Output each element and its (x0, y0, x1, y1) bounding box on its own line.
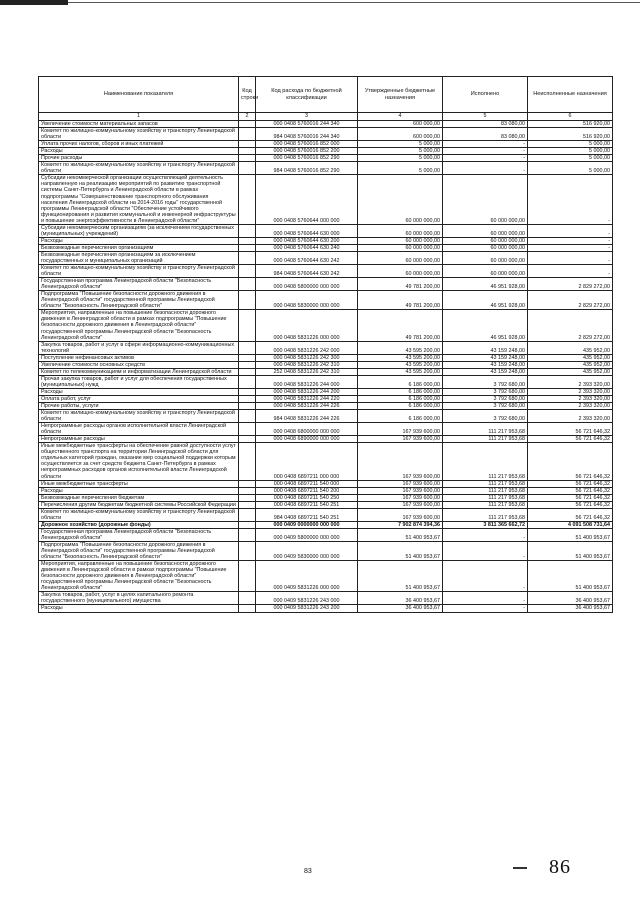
row-kod (239, 501, 256, 508)
table-row (39, 224, 613, 237)
row-code: 000 0409 5800000 000 000 (256, 528, 358, 541)
row-kod (239, 443, 256, 480)
row-code: 000 0408 5831226 000 000 (256, 310, 358, 341)
table-row (39, 244, 613, 251)
row-code: 000 0409 5831226 000 000 (256, 561, 358, 592)
row-unexecuted: 2 393 320,00 (528, 388, 613, 395)
row-name: Расходы (39, 487, 239, 494)
row-name: Закупка товаров, работ и услуг в сфере информационно-коммуникационных технологий (39, 341, 239, 354)
row-executed: 46 951 928,00 (443, 278, 528, 291)
row-unexecuted: - (528, 251, 613, 264)
row-code: 000 0408 6800000 000 000 (256, 423, 358, 436)
row-unexecuted: 56 721 646,32 (528, 423, 613, 436)
row-unexecuted: 51 400 953,67 (528, 528, 613, 541)
row-kod (239, 128, 256, 141)
row-approved: 51 400 953,67 (358, 542, 443, 561)
header-executed: Исполнено (443, 77, 528, 113)
row-unexecuted: 2 393 320,00 (528, 403, 613, 410)
footer-dash (513, 867, 527, 869)
row-name: Оплата работ, услуг (39, 395, 239, 402)
row-kod (239, 310, 256, 341)
row-approved: 60 000 000,00 (358, 175, 443, 224)
row-name: Подпрограмма "Повышение безопасности дорожного движения в Ленинградской области" государственной программы Ленинградской области "Безопасность Ленинградской области" (39, 291, 239, 310)
row-executed: 3 792 680,00 (443, 410, 528, 423)
row-approved: 167 939 600,00 (358, 487, 443, 494)
row-name: Закупка товаров, работ, услуг в целях капитального ремонта государственного (муниципального) имущества (39, 592, 239, 605)
row-unexecuted: 2 393 320,00 (528, 410, 613, 423)
scan-edge-line (68, 2, 640, 3)
row-name: Комитет по жилищно-коммунальному хозяйству и транспорту Ленинградской области (39, 508, 239, 521)
row-code: 000 0408 5760644 630 000 (256, 224, 358, 237)
row-code: 000 0408 5760016 244 340 (256, 121, 358, 128)
row-approved: 167 939 600,00 (358, 480, 443, 487)
row-name: Увеличение стоимости основных средств (39, 361, 239, 368)
row-approved: 43 595 200,00 (358, 361, 443, 368)
scan-edge-bar (0, 0, 640, 6)
table-row (39, 141, 613, 148)
row-kod (239, 155, 256, 162)
row-executed: 111 217 953,68 (443, 436, 528, 443)
row-code: 984 0408 6897211 540 251 (256, 508, 358, 521)
row-kod (239, 354, 256, 361)
row-executed: 46 951 928,00 (443, 291, 528, 310)
row-name: Прочие расходы (39, 155, 239, 162)
row-kod (239, 175, 256, 224)
row-executed: 3 792 680,00 (443, 403, 528, 410)
table-row (39, 494, 613, 501)
row-approved: 49 781 200,00 (358, 278, 443, 291)
row-kod (239, 141, 256, 148)
row-unexecuted: 2 829 272,00 (528, 310, 613, 341)
row-code: 000 0408 5831226 244 000 (256, 375, 358, 388)
colnum-6: 6 (528, 113, 613, 121)
row-code: 000 0408 5760016 852 000 (256, 141, 358, 148)
row-code: 000 0409 5831226 243 000 (256, 592, 358, 605)
table-row (39, 542, 613, 561)
row-code: 000 0409 5831226 243 200 (256, 605, 358, 612)
row-kod (239, 410, 256, 423)
row-code: 252 0408 5831226 242 310 (256, 368, 358, 375)
row-approved: 6 186 000,00 (358, 410, 443, 423)
row-approved: 60 000 000,00 (358, 244, 443, 251)
table-row (39, 361, 613, 368)
row-unexecuted: 516 920,00 (528, 128, 613, 141)
row-name: Непрограммные расходы (39, 436, 239, 443)
row-kod (239, 508, 256, 521)
row-executed: 60 000 000,00 (443, 251, 528, 264)
row-executed: 60 000 000,00 (443, 237, 528, 244)
row-code: 984 0408 5760644 630 242 (256, 265, 358, 278)
row-unexecuted: - (528, 244, 613, 251)
row-approved: 43 595 200,00 (358, 368, 443, 375)
budget-execution-table (38, 76, 613, 613)
table-row (39, 443, 613, 480)
table-row (39, 375, 613, 388)
row-code: 000 0408 6897211 000 000 (256, 443, 358, 480)
row-executed: 3 792 680,00 (443, 388, 528, 395)
row-unexecuted: 435 952,00 (528, 368, 613, 375)
row-code: 000 0408 6897211 540 200 (256, 487, 358, 494)
row-approved: 43 595 200,00 (358, 354, 443, 361)
table-row (39, 388, 613, 395)
header-name: Наименование показателя (39, 77, 239, 113)
row-unexecuted: 5 000,00 (528, 148, 613, 155)
header-kod: Код строки (239, 77, 256, 113)
row-approved: 49 781 200,00 (358, 291, 443, 310)
row-name: Комитет по жилищно-коммунальному хозяйству и транспорту Ленинградской области (39, 265, 239, 278)
row-executed: 111 217 953,68 (443, 501, 528, 508)
row-approved: 6 186 000,00 (358, 395, 443, 402)
table-row (39, 605, 613, 612)
table-row (39, 528, 613, 541)
row-code: 000 0409 5830000 000 000 (256, 542, 358, 561)
row-unexecuted: 516 920,00 (528, 121, 613, 128)
row-name: Расходы (39, 237, 239, 244)
row-approved: 43 595 200,00 (358, 341, 443, 354)
row-executed: 46 951 928,00 (443, 310, 528, 341)
row-kod (239, 121, 256, 128)
colnum-3: 3 (256, 113, 358, 121)
row-approved: 5 000,00 (358, 162, 443, 175)
row-unexecuted: 5 000,00 (528, 155, 613, 162)
row-code: 000 0408 5760644 630 240 (256, 244, 358, 251)
row-executed: 111 217 953,68 (443, 423, 528, 436)
row-code: 000 0408 5831226 242 000 (256, 341, 358, 354)
row-unexecuted: 5 000,00 (528, 162, 613, 175)
row-approved: 60 000 000,00 (358, 237, 443, 244)
row-kod (239, 528, 256, 541)
row-name: Государственная программа Ленинградской области "Безопасность Ленинградской области" (39, 278, 239, 291)
row-approved: 167 939 600,00 (358, 501, 443, 508)
table-row (39, 265, 613, 278)
row-unexecuted: 56 721 646,32 (528, 487, 613, 494)
row-kod (239, 278, 256, 291)
table-row (39, 278, 613, 291)
row-unexecuted: 2 393 320,00 (528, 375, 613, 388)
row-kod (239, 265, 256, 278)
table-row (39, 480, 613, 487)
row-unexecuted: 51 400 953,67 (528, 561, 613, 592)
row-code: 000 0408 5800000 000 000 (256, 278, 358, 291)
row-code: 000 0408 5760644 630 200 (256, 237, 358, 244)
row-code: 984 0408 5831226 244 226 (256, 410, 358, 423)
row-kod (239, 388, 256, 395)
row-name: Непрограммные расходы органов исполнительной власти Ленинградской области (39, 423, 239, 436)
row-code: 000 0408 5831226 244 200 (256, 388, 358, 395)
row-executed: - (443, 592, 528, 605)
row-executed: 43 159 248,00 (443, 354, 528, 361)
row-unexecuted: - (528, 175, 613, 224)
row-executed: 60 000 000,00 (443, 265, 528, 278)
table-row (39, 155, 613, 162)
row-unexecuted: 435 952,00 (528, 341, 613, 354)
row-executed: 111 217 953,68 (443, 508, 528, 521)
row-name: Иные межбюджетные трансферты (39, 480, 239, 487)
table-row (39, 237, 613, 244)
row-kod (239, 521, 256, 528)
row-kod (239, 237, 256, 244)
row-name: Подпрограмма "Повышение безопасности дорожного движения в Ленинградской области" государственной программы Ленинградской области "Безопасность Ленинградской области" (39, 542, 239, 561)
row-kod (239, 291, 256, 310)
row-name: Комитет по жилищно-коммунальному хозяйству и транспорту Ленинградской области (39, 410, 239, 423)
row-executed: - (443, 141, 528, 148)
row-name: Иные межбюджетные трансферты на обеспечение равной доступности услуг общественного транспорта на территории Ленинградской области для отдельных категорий граждан, оказание мер социальной поддержки которым осуществляется за счет средств бюджета Санкт-Петербурга в рамках непрограммных расходов органов исполнительной власти Ленинградской области (39, 443, 239, 480)
row-unexecuted: 4 091 508 731,64 (528, 521, 613, 528)
colnum-1: 1 (39, 113, 239, 121)
row-approved: 167 939 600,00 (358, 443, 443, 480)
table-row (39, 436, 613, 443)
table-row (39, 175, 613, 224)
row-kod (239, 224, 256, 237)
row-approved: 7 902 874 394,36 (358, 521, 443, 528)
row-name: Комитет по телекоммуникациям и информатизации Ленинградской области (39, 368, 239, 375)
row-executed: 60 000 000,00 (443, 175, 528, 224)
row-executed: 83 080,00 (443, 121, 528, 128)
row-approved: 60 000 000,00 (358, 265, 443, 278)
row-executed: - (443, 528, 528, 541)
table-row (39, 368, 613, 375)
table-row (39, 521, 613, 528)
row-code: 000 0408 5831226 244 220 (256, 395, 358, 402)
row-approved: 36 400 953,67 (358, 592, 443, 605)
row-executed: 43 159 248,00 (443, 341, 528, 354)
row-unexecuted: 2 829 272,00 (528, 291, 613, 310)
row-executed: - (443, 561, 528, 592)
row-kod (239, 561, 256, 592)
row-approved: 167 939 600,00 (358, 436, 443, 443)
row-kod (239, 542, 256, 561)
row-kod (239, 361, 256, 368)
row-code: 000 0408 6890000 000 000 (256, 436, 358, 443)
row-code: 000 0408 5831226 242 310 (256, 361, 358, 368)
row-executed: 111 217 953,68 (443, 494, 528, 501)
row-approved: 167 939 600,00 (358, 423, 443, 436)
row-name: Увеличение стоимости материальных запасов (39, 121, 239, 128)
row-kod (239, 368, 256, 375)
row-unexecuted: 51 400 953,67 (528, 542, 613, 561)
page-stamp: 86 (549, 856, 571, 878)
row-kod (239, 375, 256, 388)
table-row (39, 341, 613, 354)
row-name: Мероприятия, направленные на повышение безопасности дорожного движения в Ленинградской области в рамках подпрограммы "Повышение безопасности дорожного движения в Ленинградской области" государственной программы Ленинградской области "Безопасность Ленинградской области" (39, 561, 239, 592)
row-approved: 36 400 953,67 (358, 605, 443, 612)
row-code: 000 0409 0000000 000 000 (256, 521, 358, 528)
row-kod (239, 494, 256, 501)
table-row (39, 148, 613, 155)
row-approved: 6 186 000,00 (358, 388, 443, 395)
row-approved: 5 000,00 (358, 141, 443, 148)
table-row (39, 403, 613, 410)
row-code: 000 0408 5760644 630 242 (256, 251, 358, 264)
row-approved: 600 000,00 (358, 121, 443, 128)
row-unexecuted: 56 721 646,32 (528, 494, 613, 501)
row-kod (239, 148, 256, 155)
row-executed: - (443, 148, 528, 155)
row-executed: 3 792 680,00 (443, 375, 528, 388)
page-number: 83 (304, 868, 312, 875)
row-approved: 51 400 953,67 (358, 528, 443, 541)
row-approved: 5 000,00 (358, 155, 443, 162)
row-kod (239, 480, 256, 487)
row-unexecuted: 36 400 953,67 (528, 605, 613, 612)
row-unexecuted: 435 952,00 (528, 354, 613, 361)
row-approved: 600 000,00 (358, 128, 443, 141)
row-executed: 60 000 000,00 (443, 244, 528, 251)
table-row (39, 128, 613, 141)
row-kod (239, 395, 256, 402)
row-code: 000 0408 6897211 540 251 (256, 501, 358, 508)
row-code: 000 0408 5831226 242 300 (256, 354, 358, 361)
row-name: Расходы (39, 605, 239, 612)
row-name: Перечисления другим бюджетам бюджетной системы Российской Федерации (39, 501, 239, 508)
row-unexecuted: 36 400 953,67 (528, 592, 613, 605)
row-approved: 60 000 000,00 (358, 224, 443, 237)
row-executed: 111 217 953,68 (443, 480, 528, 487)
row-name: Расходы (39, 388, 239, 395)
table-row (39, 410, 613, 423)
row-unexecuted: - (528, 237, 613, 244)
row-unexecuted: - (528, 224, 613, 237)
row-kod (239, 244, 256, 251)
header-approved: Утвержденные бюджетные назначения (358, 77, 443, 113)
row-code: 000 0408 5760016 852 290 (256, 155, 358, 162)
row-kod (239, 403, 256, 410)
row-code: 000 0408 5760016 852 200 (256, 148, 358, 155)
table-row (39, 291, 613, 310)
row-executed: 111 217 953,68 (443, 487, 528, 494)
header-unexecuted: Неисполненные назначения (528, 77, 613, 113)
row-kod (239, 605, 256, 612)
table-body (39, 121, 613, 613)
row-name: Прочие работы, услуги (39, 403, 239, 410)
row-unexecuted: 56 721 646,32 (528, 501, 613, 508)
row-executed: - (443, 155, 528, 162)
row-approved: 60 000 000,00 (358, 251, 443, 264)
colnum-4: 4 (358, 113, 443, 121)
row-executed: 3 811 365 662,72 (443, 521, 528, 528)
table-row (39, 501, 613, 508)
scan-edge-thick (0, 0, 68, 5)
table-row (39, 592, 613, 605)
header-code: Код расхода по бюджетной классификации (256, 77, 358, 113)
row-name: Государственная программа Ленинградской области "Безопасность Ленинградской области" (39, 528, 239, 541)
row-unexecuted: 56 721 646,32 (528, 508, 613, 521)
row-code: 000 0408 5760644 000 000 (256, 175, 358, 224)
row-code: 000 0408 5830000 000 000 (256, 291, 358, 310)
row-executed: 3 792 680,00 (443, 395, 528, 402)
row-executed: - (443, 542, 528, 561)
row-code: 000 0408 6897211 540 250 (256, 494, 358, 501)
table-row (39, 487, 613, 494)
row-kod (239, 436, 256, 443)
row-approved: 51 400 953,67 (358, 561, 443, 592)
row-executed: - (443, 162, 528, 175)
row-unexecuted: 56 721 646,32 (528, 436, 613, 443)
row-kod (239, 162, 256, 175)
row-unexecuted: 435 952,00 (528, 361, 613, 368)
row-executed: 43 159 248,00 (443, 368, 528, 375)
row-code: 984 0408 5760016 244 340 (256, 128, 358, 141)
row-name: Субсидии некоммерческим организациям (за исключением государственных (муниципальных) учреждений) (39, 224, 239, 237)
table-row (39, 423, 613, 436)
row-approved: 167 939 600,00 (358, 508, 443, 521)
table-row (39, 310, 613, 341)
row-name: Комитет по жилищно-коммунальному хозяйству и транспорту Ленинградской области (39, 162, 239, 175)
row-unexecuted: - (528, 265, 613, 278)
row-name: Прочая закупка товаров, работ и услуг для обеспечения государственных (муниципальных) нужд (39, 375, 239, 388)
table-row (39, 395, 613, 402)
row-unexecuted: 56 721 646,32 (528, 443, 613, 480)
row-name: Комитет по жилищно-коммунальному хозяйству и транспорту Ленинградской области (39, 128, 239, 141)
row-name: Расходы (39, 148, 239, 155)
row-name: Субсидии некоммерческой организации осуществляющей деятельность направленную на реализацию мероприятий по развитию транспортной системы Санкт-Петербурга и Ленинградской области в рамках подпрограммы "Совершенствование транспортного обслуживания населения Ленинградской области на 2014-2016 годы" государственной программы Ленинградской области "Обеспечение устойчивого функционирования и развития коммунальной и инженерной инфраструктуры и повышение энергоэффективности в Ленинградской области" (39, 175, 239, 224)
row-name: Дорожное хозяйство (дорожные фонды) (39, 521, 239, 528)
colnum-2: 2 (239, 113, 256, 121)
row-unexecuted: 2 393 320,00 (528, 395, 613, 402)
table-row (39, 162, 613, 175)
row-executed: - (443, 605, 528, 612)
table-row (39, 354, 613, 361)
row-kod (239, 341, 256, 354)
column-number-row (39, 113, 613, 121)
table-header-row (39, 77, 613, 113)
row-kod (239, 487, 256, 494)
row-unexecuted: 2 829 272,00 (528, 278, 613, 291)
row-approved: 49 781 200,00 (358, 310, 443, 341)
row-approved: 167 939 600,00 (358, 494, 443, 501)
row-executed: 111 217 953,68 (443, 443, 528, 480)
row-approved: 6 186 000,00 (358, 375, 443, 388)
row-name: Уплата прочих налогов, сборов и иных платежей (39, 141, 239, 148)
row-executed: 83 080,00 (443, 128, 528, 141)
row-name: Безвозмездные перечисления бюджетам (39, 494, 239, 501)
row-kod (239, 592, 256, 605)
row-code: 000 0408 5831226 244 226 (256, 403, 358, 410)
table-row (39, 251, 613, 264)
row-name: Мероприятия, направленные на повышение безопасности дорожного движения в Ленинградской области в рамках подпрограммы "Повышение безопасности дорожного движения в Ленинградской области" государственной программы Ленинградской области "Безопасность Ленинградской области" (39, 310, 239, 341)
row-kod (239, 423, 256, 436)
row-executed: 60 000 000,00 (443, 224, 528, 237)
table-row (39, 121, 613, 128)
row-unexecuted: 5 000,00 (528, 141, 613, 148)
row-name: Безвозмездные перечисления организациям за исключением государственных и муниципальных организаций (39, 251, 239, 264)
row-approved: 6 186 000,00 (358, 403, 443, 410)
row-approved: 5 000,00 (358, 148, 443, 155)
row-executed: 43 159 248,00 (443, 361, 528, 368)
row-name: Поступление нефинансовых активов (39, 354, 239, 361)
table-row (39, 561, 613, 592)
row-code: 000 0408 6897211 540 000 (256, 480, 358, 487)
row-kod (239, 251, 256, 264)
row-name: Безвозмездные перечисления организациям (39, 244, 239, 251)
colnum-5: 5 (443, 113, 528, 121)
table-row (39, 508, 613, 521)
row-unexecuted: 56 721 646,32 (528, 480, 613, 487)
row-code: 984 0408 5760016 852 290 (256, 162, 358, 175)
